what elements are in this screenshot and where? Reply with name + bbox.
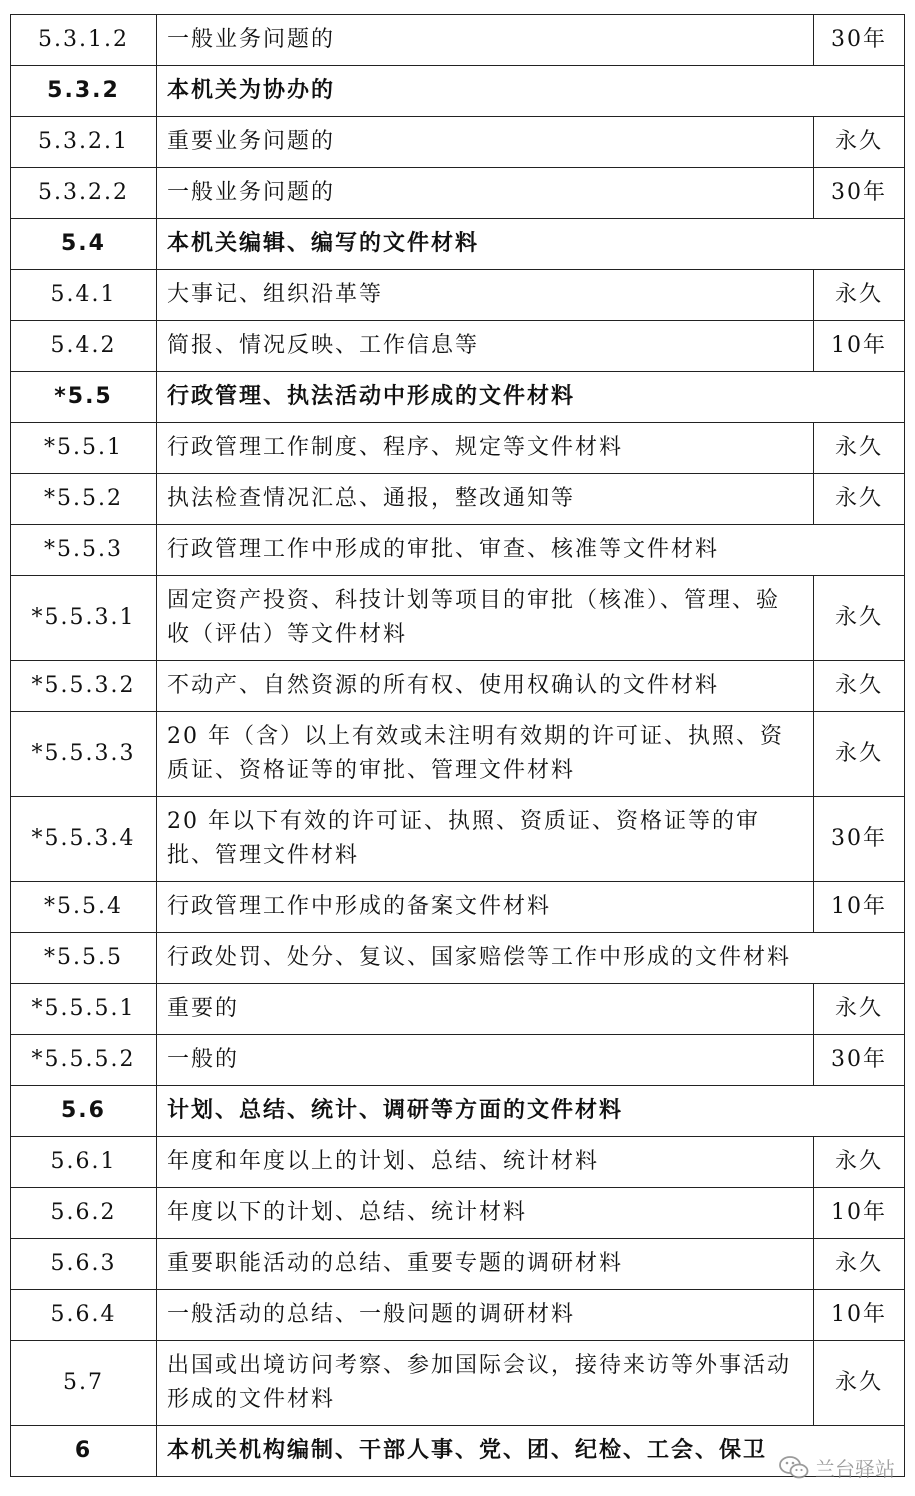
- row-code: 5.6.4: [11, 1290, 157, 1341]
- table-row: [11, 372, 905, 423]
- table-row: [11, 712, 905, 797]
- row-code: 5.6.2: [11, 1188, 157, 1239]
- row-title: 重要的: [157, 984, 814, 1035]
- row-code: 5.7: [11, 1341, 157, 1426]
- row-code: *5.5.3.3: [11, 712, 157, 797]
- watermark: [779, 1453, 895, 1482]
- row-retention-period: 永久: [814, 1239, 905, 1290]
- row-code: *5.5.5.2: [11, 1035, 157, 1086]
- table-row: [11, 1137, 905, 1188]
- table-row: [11, 661, 905, 712]
- row-code: *5.5.5.1: [11, 984, 157, 1035]
- table-row: [11, 15, 905, 66]
- table-row: [11, 117, 905, 168]
- table-row: [11, 882, 905, 933]
- row-retention-period: 永久: [814, 984, 905, 1035]
- row-title: 执法检查情况汇总、通报，整改通知等: [157, 474, 814, 525]
- row-title: 固定资产投资、科技计划等项目的审批（核准）、管理、验收（评估）等文件材料: [157, 576, 814, 661]
- row-retention-period: 永久: [814, 576, 905, 661]
- row-title: 计划、总结、统计、调研等方面的文件材料: [157, 1086, 905, 1137]
- row-title: 20 年（含）以上有效或未注明有效期的许可证、执照、资质证、资格证等的审批、管理文件材料: [157, 712, 814, 797]
- row-retention-period: 10年: [814, 882, 905, 933]
- table-row: [11, 423, 905, 474]
- row-title: 本机关编辑、编写的文件材料: [157, 219, 905, 270]
- row-code: 5.6.1: [11, 1137, 157, 1188]
- table-row: [11, 1290, 905, 1341]
- table-row: [11, 219, 905, 270]
- row-title: 重要业务问题的: [157, 117, 814, 168]
- table-row: [11, 984, 905, 1035]
- table-row: [11, 525, 905, 576]
- table-row: [11, 1188, 905, 1239]
- table-row: [11, 933, 905, 984]
- row-retention-period: 10年: [814, 321, 905, 372]
- row-code: 5.4: [11, 219, 157, 270]
- row-code: 5.4.1: [11, 270, 157, 321]
- row-code: 5.3.2.2: [11, 168, 157, 219]
- retention-table: [10, 14, 905, 1477]
- row-title: 行政管理工作制度、程序、规定等文件材料: [157, 423, 814, 474]
- row-retention-period: 永久: [814, 270, 905, 321]
- row-retention-period: 30年: [814, 1035, 905, 1086]
- row-title: 大事记、组织沿革等: [157, 270, 814, 321]
- row-retention-period: 永久: [814, 1137, 905, 1188]
- table-row: [11, 270, 905, 321]
- row-title: 行政处罚、处分、复议、国家赔偿等工作中形成的文件材料: [157, 933, 905, 984]
- row-retention-period: 10年: [814, 1188, 905, 1239]
- row-title: 重要职能活动的总结、重要专题的调研材料: [157, 1239, 814, 1290]
- row-title: 一般的: [157, 1035, 814, 1086]
- table-body: [11, 15, 905, 1477]
- row-title: 出国或出境访问考察、参加国际会议，接待来访等外事活动形成的文件材料: [157, 1341, 814, 1426]
- row-title: 20 年以下有效的许可证、执照、资质证、资格证等的审批、管理文件材料: [157, 797, 814, 882]
- table-row: [11, 474, 905, 525]
- row-code: *5.5.2: [11, 474, 157, 525]
- row-retention-period: 永久: [814, 1341, 905, 1426]
- row-code: 5.4.2: [11, 321, 157, 372]
- row-retention-period: 30年: [814, 15, 905, 66]
- table-row: [11, 1035, 905, 1086]
- row-code: 5.3.2: [11, 66, 157, 117]
- table-row: [11, 1086, 905, 1137]
- row-title: 行政管理工作中形成的审批、审查、核准等文件材料: [157, 525, 905, 576]
- row-code: *5.5.3.4: [11, 797, 157, 882]
- table-row: [11, 1426, 905, 1477]
- row-title: 年度以下的计划、总结、统计材料: [157, 1188, 814, 1239]
- row-code: *5.5.4: [11, 882, 157, 933]
- row-title: 行政管理工作中形成的备案文件材料: [157, 882, 814, 933]
- row-code: 6: [11, 1426, 157, 1477]
- row-title: 一般业务问题的: [157, 15, 814, 66]
- wechat-icon: [779, 1455, 809, 1481]
- row-code: *5.5.3.1: [11, 576, 157, 661]
- row-retention-period: 永久: [814, 117, 905, 168]
- row-code: *5.5.1: [11, 423, 157, 474]
- row-retention-period: 30年: [814, 797, 905, 882]
- row-retention-period: 永久: [814, 474, 905, 525]
- row-retention-period: 永久: [814, 423, 905, 474]
- table-row: [11, 66, 905, 117]
- table-row: [11, 797, 905, 882]
- row-code: 5.6: [11, 1086, 157, 1137]
- row-retention-period: 永久: [814, 712, 905, 797]
- table-row: [11, 576, 905, 661]
- table-row: [11, 1341, 905, 1426]
- table-row: [11, 321, 905, 372]
- row-retention-period: 30年: [814, 168, 905, 219]
- row-title: 简报、情况反映、工作信息等: [157, 321, 814, 372]
- row-code: *5.5.3.2: [11, 661, 157, 712]
- row-code: 5.3.2.1: [11, 117, 157, 168]
- row-title: 本机关为协办的: [157, 66, 905, 117]
- row-retention-period: 10年: [814, 1290, 905, 1341]
- row-code: 5.3.1.2: [11, 15, 157, 66]
- table-row: [11, 168, 905, 219]
- row-title: 不动产、自然资源的所有权、使用权确认的文件材料: [157, 661, 814, 712]
- watermark-text: 兰台驿站: [815, 1457, 895, 1481]
- row-title: 一般活动的总结、一般问题的调研材料: [157, 1290, 814, 1341]
- row-retention-period: 永久: [814, 661, 905, 712]
- row-code: 5.6.3: [11, 1239, 157, 1290]
- row-title: 年度和年度以上的计划、总结、统计材料: [157, 1137, 814, 1188]
- row-code: *5.5: [11, 372, 157, 423]
- row-code: *5.5.5: [11, 933, 157, 984]
- table-row: [11, 1239, 905, 1290]
- row-title: 本机关机构编制、干部人事、党、团、纪检、工会、保卫: [157, 1426, 905, 1477]
- row-code: *5.5.3: [11, 525, 157, 576]
- row-title: 一般业务问题的: [157, 168, 814, 219]
- row-title: 行政管理、执法活动中形成的文件材料: [157, 372, 905, 423]
